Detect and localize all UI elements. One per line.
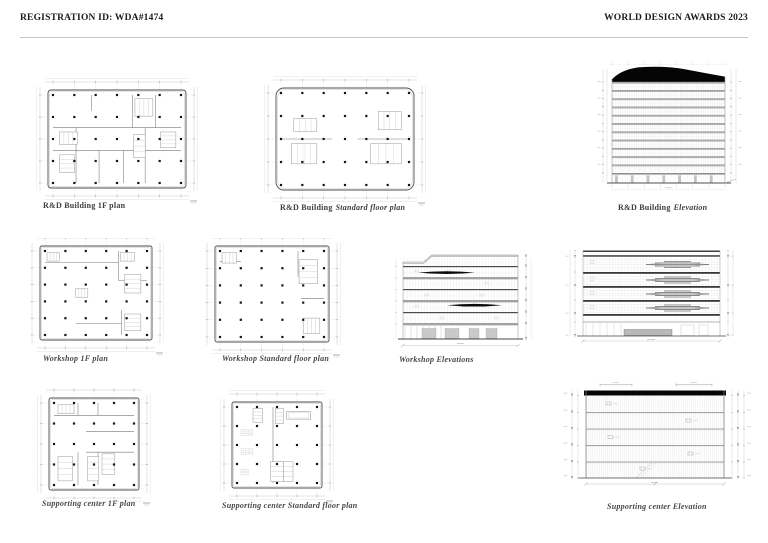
caption-supporting-center-1f-plan: Supporting center 1F plan — [42, 499, 136, 508]
figure-workshop-elevation-b — [563, 240, 735, 348]
caption-workshop-1f-plan: Workshop 1F plan — [43, 354, 109, 363]
caption-rd-building-standard-plan — [280, 204, 405, 212]
workshop-elevation-a-drawing — [385, 242, 535, 354]
figure-rd-building-1f-plan — [28, 64, 208, 206]
workshop-standard-plan-drawing — [205, 238, 345, 358]
caption-rd-building-1f-plan: R&D Building 1F plan — [43, 201, 126, 210]
caption-rd-building-elevation — [618, 204, 707, 212]
caption-workshop-elevations: Workshop Elevations — [399, 355, 474, 364]
caption-name: R&D Building — [280, 203, 333, 212]
figure-supporting-center-standard-plan — [220, 388, 346, 508]
caption-workshop-standard-plan: Workshop Standard floor plan — [222, 354, 330, 363]
supporting-center-elevation-drawing — [548, 378, 758, 494]
header-divider — [20, 37, 748, 38]
caption-name: R&D Building — [618, 203, 671, 212]
rd-building-standard-plan-drawing — [262, 64, 430, 206]
supporting-center-standard-plan-drawing — [220, 388, 346, 508]
workshop-1f-plan-drawing — [30, 238, 168, 358]
figure-rd-building-elevation — [595, 56, 745, 204]
caption-supporting-center-standard-plan: Supporting center Standard floor plan — [222, 501, 358, 510]
caption-qualifier: Standard floor plan — [335, 203, 406, 212]
figure-workshop-elevation-a — [385, 242, 535, 354]
figure-workshop-standard-plan — [205, 238, 345, 358]
registration-id: REGISTRATION ID: WDA#1474 — [20, 13, 164, 23]
supporting-center-1f-plan-drawing — [35, 388, 161, 508]
figure-supporting-center-1f-plan — [35, 388, 161, 508]
caption-qualifier: Elevation — [673, 203, 708, 212]
rd-building-elevation-drawing — [595, 56, 745, 204]
rd-building-1f-plan-drawing — [28, 64, 208, 206]
award-title: WORLD DESIGN AWARDS 2023 — [604, 13, 748, 23]
workshop-elevation-b-drawing — [563, 240, 735, 348]
figure-workshop-1f-plan — [30, 238, 168, 358]
figure-rd-building-standard-plan — [262, 64, 430, 206]
figure-supporting-center-elevation — [548, 378, 758, 494]
caption-supporting-center-elevation: Supporting center Elevation — [607, 502, 707, 511]
